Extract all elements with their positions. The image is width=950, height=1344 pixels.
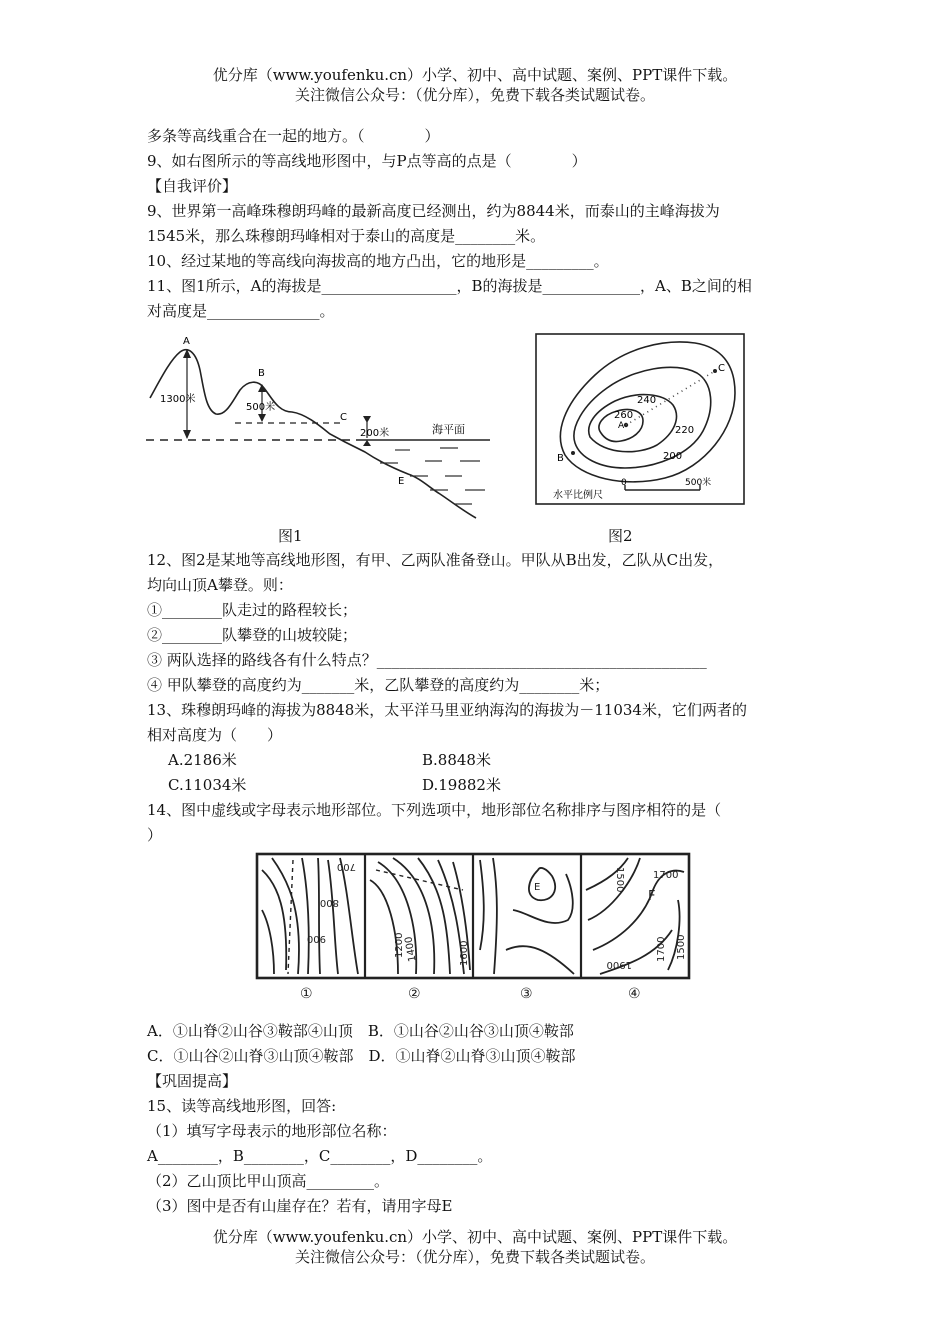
p1-label-900: 900 [306, 933, 326, 944]
p4-label-f: F [648, 889, 656, 904]
fig1-height-b: 500米 [246, 402, 276, 413]
q14-options-line2: C．①山谷②山脊③山顶④鞍部 D．①山脊②山脊③山顶④鞍部 [147, 1047, 576, 1065]
scale-label: 水平比例尺 [553, 490, 603, 501]
contour-label-240: 240 [637, 395, 657, 406]
panel-3-label: ③ [520, 986, 533, 1002]
fig2-label-c: C [718, 363, 725, 374]
question-15-part1: （1）填写字母表示的地形部位名称： [147, 1122, 397, 1140]
figure-1-caption: 图1 [278, 527, 303, 545]
fig1-sea-level-label: 海平面 [432, 423, 465, 436]
question-10: 10、经过某地的等高线向海拔高的地方凸出，它的地形是_________。 [147, 252, 609, 270]
point-b [571, 451, 575, 455]
q13-option-b: B.8848米 [422, 751, 491, 769]
question-14-line2: ） [147, 826, 163, 844]
fig1-label-a: A [183, 336, 190, 347]
fig1-label-c: C [340, 412, 347, 423]
question-12-item2: ②________队攀登的山坡较陡； [147, 626, 358, 644]
fig1-label-e: E [398, 476, 405, 487]
footer-line-1: 优分库（www.youfenku.cn）小学、初中、高中试题、案例、PPT课件下载。 [212, 1228, 738, 1246]
p3-label-e: E [534, 882, 541, 893]
p4-label-1500b: 1500 [676, 934, 687, 960]
question-12-item4: ④ 甲队攀登的高度约为_______米，乙队攀登的高度约为________米； [147, 676, 610, 694]
question-11-line2: 对高度是_______________。 [147, 302, 335, 320]
question-15-part3: （3）图中是否有山崖存在？若有，请用字母E [147, 1197, 453, 1215]
p2-label-1600: 1600 [459, 940, 470, 966]
question-15-blanks: A________，B________，C________，D________。 [147, 1147, 493, 1165]
question-12-item3: ③ 两队选择的路线各有什么特点？____________________________________________ [147, 651, 707, 669]
q13-option-a: A.2186米 [168, 751, 237, 769]
fig2-label-a: A [618, 421, 625, 431]
body-line: 多条等高线重合在一起的地方。（ ） [147, 127, 440, 145]
question-12-item1: ①________队走过的路程较长； [147, 601, 358, 619]
p4-label-1900: 1900 [606, 959, 632, 970]
p1-label-800: 800 [319, 897, 339, 908]
contour-label-260: 260 [614, 410, 634, 421]
footer-line-2: 关注微信公众号：（优分库），免费下载各类试题试卷。 [294, 1248, 655, 1266]
question-15: 15、读等高线地形图，回答: [147, 1097, 337, 1115]
panel-1-label: ① [300, 986, 313, 1002]
p4-label-1500a: 1500 [614, 867, 625, 893]
figure-1-profile [140, 330, 500, 522]
panel-2-label: ② [408, 986, 421, 1002]
question-11-line1: 11、图1所示，A的海拔是__________________，B的海拔是_____________，A、B之间的相 [147, 277, 752, 295]
question-9a: 9、如右图所示的等高线地形图中，与P点等高的点是（ ） [147, 152, 587, 170]
question-12-line1: 12、图2是某地等高线地形图，有甲、乙两队准备登山。甲队从B出发，乙队从C出发， [147, 551, 724, 569]
question-12-line2: 均向山顶A攀登。则： [147, 576, 293, 594]
q13-option-d: D.19882米 [422, 776, 501, 794]
point-c [713, 369, 717, 373]
fig1-label-b: B [258, 368, 265, 379]
panel-2-contours [370, 858, 470, 974]
p4-label-1700b: 1700 [656, 936, 667, 962]
question-14-line1: 14、图中虚线或字母表示地形部位。下列选项中，地形部位名称排序与图序相符的是（ [147, 801, 722, 819]
figure-2-contour-map [535, 333, 745, 505]
p4-label-1700a: 1700 [653, 870, 679, 881]
q13-option-c: C.11034米 [168, 776, 247, 794]
header-line-2: 关注微信公众号：（优分库），免费下载各类试题试卷。 [294, 86, 655, 104]
section-consolidate: 【巩固提高】 [147, 1072, 238, 1090]
question-9b-line2: 1545米，那么珠穆朗玛峰相对于泰山的高度是________米。 [147, 227, 546, 245]
figure-3-contour-panels [248, 850, 700, 1008]
panel-4-label: ④ [628, 986, 641, 1002]
section-self-eval: 【自我评价】 [147, 177, 238, 195]
fig1-depth-c: 200米 [360, 428, 390, 439]
question-13-line2: 相对高度为（ ） [147, 726, 283, 744]
p1-label-700: 700 [336, 861, 356, 872]
panel-3-contours [480, 858, 574, 974]
contour-240 [589, 395, 677, 452]
p2-label-1400: 1400 [403, 935, 419, 963]
terrain-profile [150, 350, 476, 518]
contour-label-200: 200 [663, 451, 683, 462]
panel-1-contours [262, 858, 358, 974]
question-13-line1: 13、珠穆朗玛峰的海拔为8848米，太平洋马里亚纳海沟的海拔为－11034米，它们两者的 [147, 701, 747, 719]
header-line-1: 优分库（www.youfenku.cn）小学、初中、高中试题、案例、PPT课件下载。 [212, 66, 738, 84]
question-15-part2: （2）乙山顶比甲山顶高_________。 [147, 1172, 390, 1190]
question-9b-line1: 9、世界第一高峰珠穆朗玛峰的最新高度已经测出，约为8844米，而泰山的主峰海拔为 [147, 202, 720, 220]
contour-label-220: 220 [675, 425, 695, 436]
figure-2-caption: 图2 [608, 527, 633, 545]
p2-label-1200: 1200 [394, 932, 405, 958]
fig1-height-a: 1300米 [160, 394, 196, 405]
scale-500: 500米 [685, 478, 712, 488]
q14-options-line1: A．①山脊②山谷③鞍部④山顶 B．①山谷②山谷③山顶④鞍部 [147, 1022, 574, 1040]
fig2-label-b: B [557, 453, 564, 464]
scale-zero: 0 [621, 478, 627, 488]
